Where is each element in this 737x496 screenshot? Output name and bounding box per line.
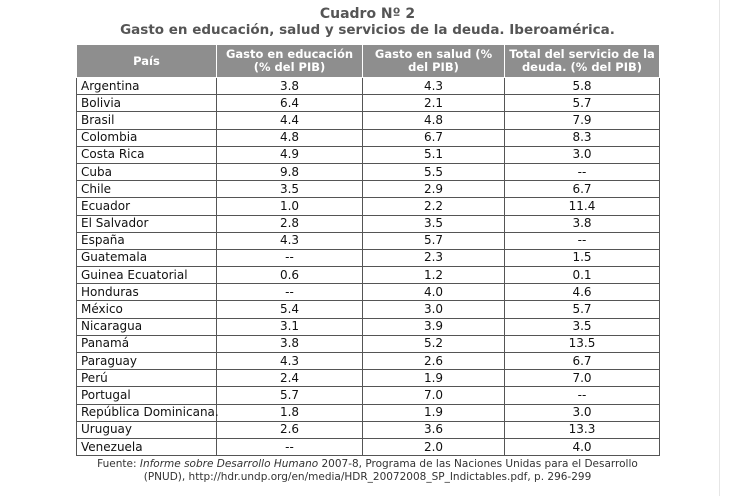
cell-health: 3.5 [363, 215, 505, 232]
cell-education: 2.6 [217, 421, 363, 438]
cell-education: 1.0 [217, 198, 363, 215]
cell-country: Guatemala [77, 249, 217, 266]
cell-health: 1.2 [363, 267, 505, 284]
cell-education: 4.3 [217, 353, 363, 370]
cell-health: 1.9 [363, 404, 505, 421]
cell-health: 4.3 [363, 78, 505, 95]
cell-country: República Dominicana. [77, 404, 217, 421]
table-row [77, 404, 660, 421]
cell-country: Brasil [77, 112, 217, 129]
table-subtitle: Gasto en educación, salud y servicios de la deuda. Iberoamérica. [120, 22, 615, 38]
cell-health: 5.7 [363, 232, 505, 249]
table-row [77, 249, 660, 266]
cell-education: -- [217, 438, 363, 455]
table-row [77, 215, 660, 232]
cell-health: 6.7 [363, 129, 505, 146]
cell-debt: 4.0 [505, 438, 660, 455]
cell-education: 2.8 [217, 215, 363, 232]
cell-debt: 3.8 [505, 215, 660, 232]
cell-debt: 8.3 [505, 129, 660, 146]
table-row [77, 301, 660, 318]
table-row [77, 335, 660, 352]
cell-country: España [77, 232, 217, 249]
cell-country: Portugal [77, 387, 217, 404]
cell-health: 4.8 [363, 112, 505, 129]
cell-debt: 5.8 [505, 78, 660, 95]
cell-debt: 6.7 [505, 353, 660, 370]
page-edge-rule [719, 0, 720, 496]
cell-country: Ecuador [77, 198, 217, 215]
header-health: Gasto en salud (% del PIB) [363, 45, 505, 78]
table-row [77, 146, 660, 163]
header-debt: Total del servicio de la deuda. (% del PIB) [505, 45, 660, 78]
table-row [77, 318, 660, 335]
cell-education: 6.4 [217, 95, 363, 112]
cell-health: 3.0 [363, 301, 505, 318]
cell-education: -- [217, 249, 363, 266]
cell-country: Argentina [77, 78, 217, 95]
cell-country: Perú [77, 370, 217, 387]
cell-country: Uruguay [77, 421, 217, 438]
cell-education: 9.8 [217, 163, 363, 180]
cell-health: 2.6 [363, 353, 505, 370]
source-rest: 2007-8, Programa de las Naciones Unidas para el Desarrollo (PNUD), http://hdr.undp.org/en/media/HDR_20072008_SP_Indictables.pdf, p. 296-299 [143, 458, 638, 483]
table-row [77, 163, 660, 180]
cell-debt: 7.0 [505, 370, 660, 387]
cell-country: México [77, 301, 217, 318]
table-row [77, 232, 660, 249]
cell-health: 2.1 [363, 95, 505, 112]
header-country: País [77, 45, 217, 78]
cell-health: 7.0 [363, 387, 505, 404]
title-block [76, 6, 659, 39]
cell-education: 5.7 [217, 387, 363, 404]
cell-debt: 1.5 [505, 249, 660, 266]
cell-health: 5.1 [363, 146, 505, 163]
cell-country: Honduras [77, 284, 217, 301]
cell-health: 2.2 [363, 198, 505, 215]
cell-education: 4.9 [217, 146, 363, 163]
table-row [77, 112, 660, 129]
source-work: Informe sobre Desarrollo Humano [139, 458, 319, 470]
cell-country: Paraguay [77, 353, 217, 370]
table-row [77, 78, 660, 95]
table-row [77, 181, 660, 198]
cell-health: 2.3 [363, 249, 505, 266]
table-row [77, 421, 660, 438]
table-row [77, 353, 660, 370]
cell-debt: 3.0 [505, 404, 660, 421]
cell-health: 2.0 [363, 438, 505, 455]
cell-debt: -- [505, 387, 660, 404]
cell-education: 3.8 [217, 335, 363, 352]
cell-debt: 5.7 [505, 301, 660, 318]
cell-education: 4.8 [217, 129, 363, 146]
cell-education: 1.8 [217, 404, 363, 421]
cell-health: 5.5 [363, 163, 505, 180]
cell-debt: 13.5 [505, 335, 660, 352]
table-row [77, 370, 660, 387]
cell-country: El Salvador [77, 215, 217, 232]
cell-debt: 4.6 [505, 284, 660, 301]
table-row [77, 438, 660, 455]
cell-health: 1.9 [363, 370, 505, 387]
header-row [77, 45, 660, 78]
table-row [77, 95, 660, 112]
cell-health: 4.0 [363, 284, 505, 301]
cell-debt: -- [505, 163, 660, 180]
cell-debt: 5.7 [505, 95, 660, 112]
source-prefix: Fuente: [97, 458, 140, 470]
cell-country: Costa Rica [77, 146, 217, 163]
cell-country: Colombia [77, 129, 217, 146]
cell-debt: 0.1 [505, 267, 660, 284]
cell-debt: 13.3 [505, 421, 660, 438]
cell-debt: 7.9 [505, 112, 660, 129]
cell-education: 3.5 [217, 181, 363, 198]
cell-education: -- [217, 284, 363, 301]
data-table [76, 44, 660, 456]
cell-country: Cuba [77, 163, 217, 180]
cell-education: 4.4 [217, 112, 363, 129]
cell-education: 0.6 [217, 267, 363, 284]
cell-debt: -- [505, 232, 660, 249]
cell-debt: 6.7 [505, 181, 660, 198]
table-row [77, 387, 660, 404]
table-row [77, 284, 660, 301]
cell-country: Panamá [77, 335, 217, 352]
cell-debt: 3.5 [505, 318, 660, 335]
table-row [77, 129, 660, 146]
table-row [77, 198, 660, 215]
cell-debt: 11.4 [505, 198, 660, 215]
header-education: Gasto en educación (% del PIB) [217, 45, 363, 78]
cell-health: 3.6 [363, 421, 505, 438]
cell-education: 3.8 [217, 78, 363, 95]
cell-education: 5.4 [217, 301, 363, 318]
cell-country: Bolivia [77, 95, 217, 112]
cell-education: 3.1 [217, 318, 363, 335]
cell-country: Guinea Ecuatorial [77, 267, 217, 284]
cell-country: Nicaragua [77, 318, 217, 335]
source-note [76, 458, 659, 484]
cell-debt: 3.0 [505, 146, 660, 163]
cell-health: 5.2 [363, 335, 505, 352]
cell-health: 2.9 [363, 181, 505, 198]
cell-country: Chile [77, 181, 217, 198]
cell-health: 3.9 [363, 318, 505, 335]
cell-education: 2.4 [217, 370, 363, 387]
table-row [77, 267, 660, 284]
table-body [77, 78, 660, 456]
cell-education: 4.3 [217, 232, 363, 249]
cell-country: Venezuela [77, 438, 217, 455]
table-title: Cuadro Nº 2 [319, 6, 416, 22]
